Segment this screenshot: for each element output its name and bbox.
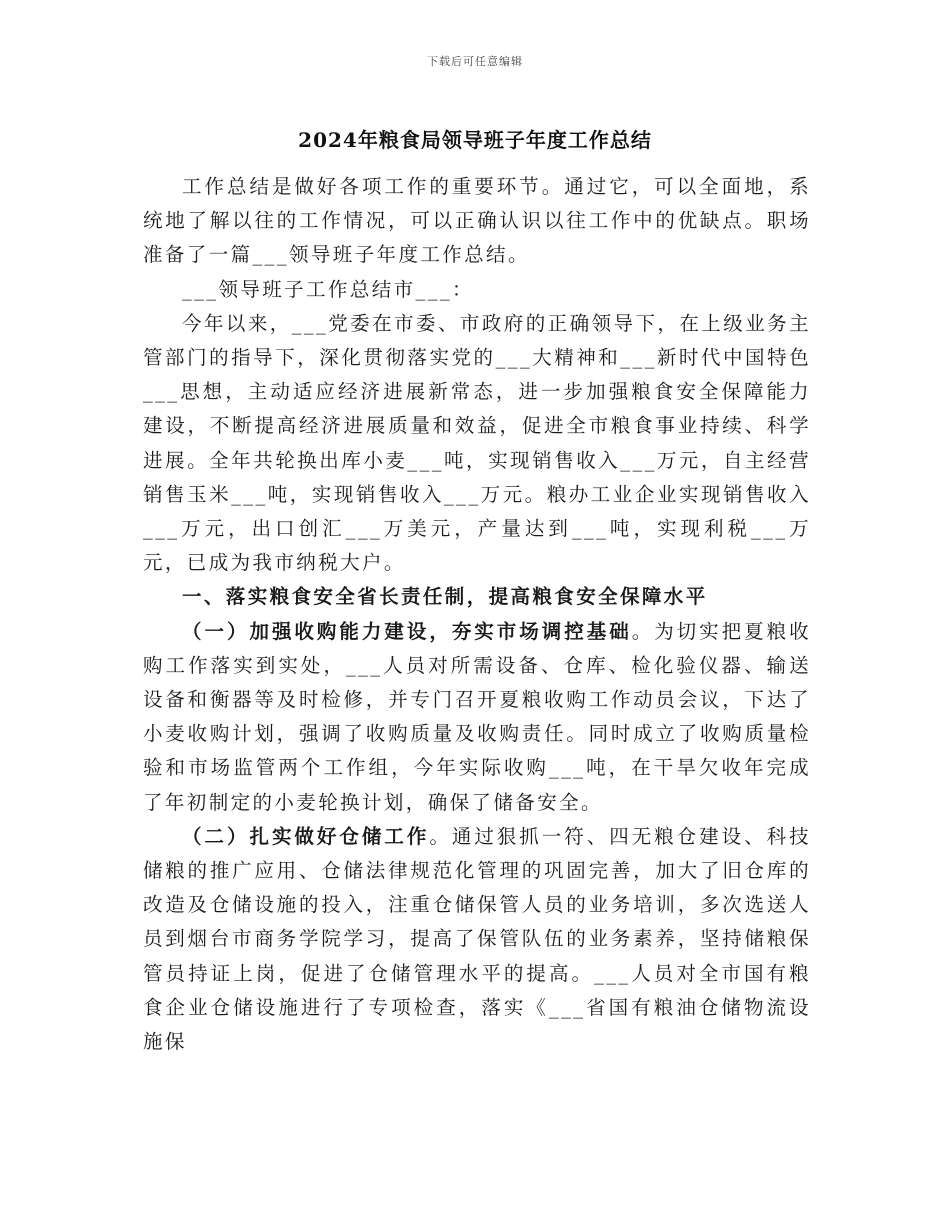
salutation-paragraph: ___领导班子工作总结市___： bbox=[182, 277, 474, 301]
overview-paragraph: 今年以来，___党委在市委、市政府的正确领导下，在上级业务主管部门的指导下，深化贯彻落实党的___大精神和___新时代中国特色___思想，主动适应经济进展新常态，进一步加强粮食安全保障能力建设，不断提高经济进展质量和效益，促进全市粮食事业持续、科学进展。全年共轮换出库小麦___吨，实现销售收入___万元，自主经营销售玉米___吨，实现销售收入___万元。粮办工业企业实现销售收入___万元，出口创汇___万美元，产量达到___吨，实现利税___万元，已成为我市纳税大户。 bbox=[143, 311, 811, 575]
page-header: 下载后可任意编辑 bbox=[427, 55, 523, 68]
item-1-paragraph bbox=[143, 615, 811, 820]
section-1-heading: 一、落实粮食安全省长责任制，提高粮食安全保障水平 bbox=[182, 585, 708, 609]
item-2-body: 。通过狠抓一符、四无粮仓建设、科技储粮的推广应用、仓储法律规范化管理的巩固完善，加大了旧仓库的改造及仓储设施的投入，注重仓储保管人员的业务培训，多次选送人员到烟台市商务学院学习，提高了保管队伍的业务素养，坚持储粮保管员持证上岗，促进了仓储管理水平的提高。___人员对全市国有粮食企业仓储设施进行了专项检查，落实《___省国有粮油仓储物流设施保 bbox=[143, 824, 811, 1054]
intro-paragraph: 工作总结是做好各项工作的重要环节。通过它，可以全面地，系统地了解以往的工作情况，可以正确认识以往工作中的优缺点。职场准备了一篇___领导班子年度工作总结。 bbox=[143, 175, 811, 267]
item-2-paragraph bbox=[143, 820, 811, 1059]
document-title: 2024年粮食局领导班子年度工作总结 bbox=[298, 128, 652, 152]
item-2-heading: （二）扎实做好仓储工作 bbox=[182, 824, 430, 848]
item-1-body: 。为切实把夏粮收购工作落实到实处，___人员对所需设备、仓库、检化验仪器、输送设备和衡器等及时检修，并专门召开夏粮收购工作动员会议，下达了小麦收购计划，强调了收购质量及收购责任。同时成立了收购质量检验和市场监管两个工作组，今年实际收购___吨，在干旱欠收年完成了年初制定的小麦轮换计划，确保了储备安全。 bbox=[143, 619, 811, 814]
item-1-heading: （一）加强收购能力建设，夯实市场调控基础 bbox=[182, 619, 632, 643]
document-body bbox=[143, 170, 811, 1059]
